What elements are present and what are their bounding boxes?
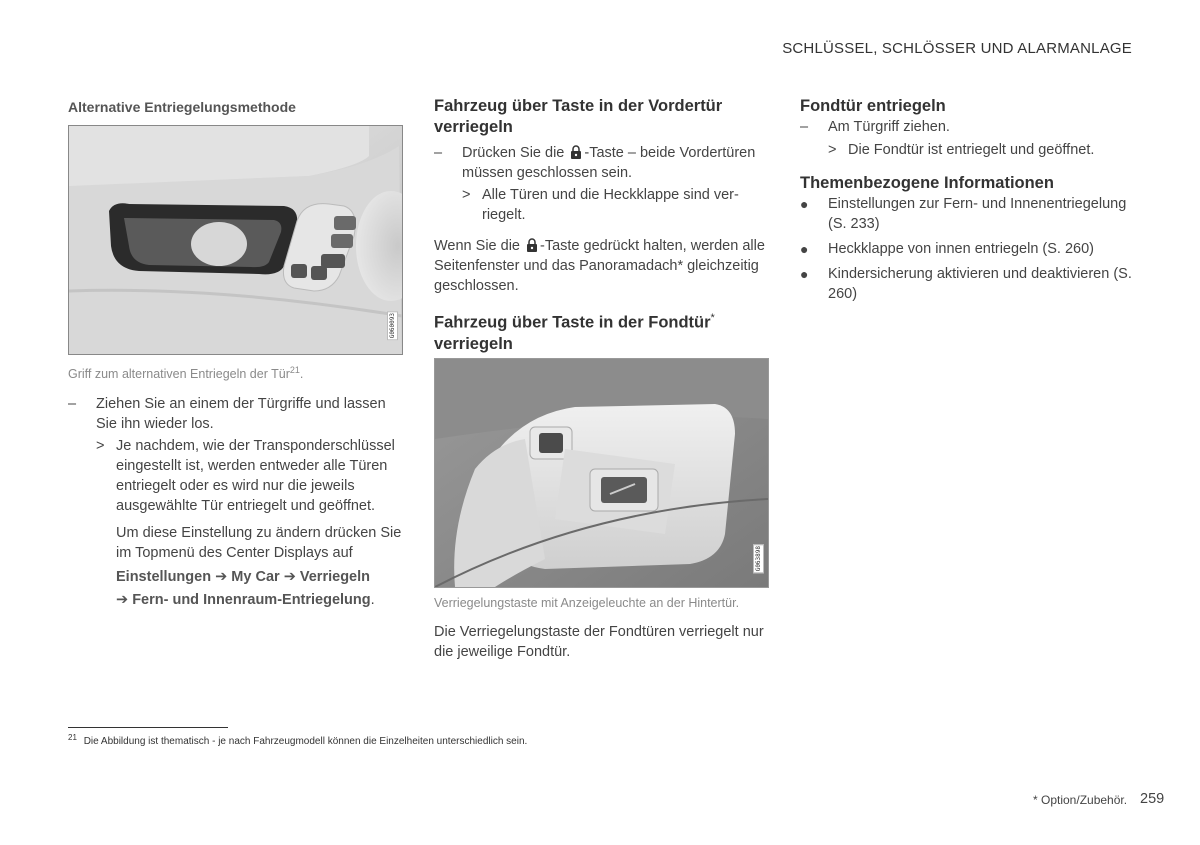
arrow-icon: ➔ xyxy=(116,592,129,609)
door-handle-figure xyxy=(68,125,403,355)
info-paragraph: Wenn Sie die -Taste gedrückt halten, werden alle Seitenfenster und das Panoramadach* gleichzeitig geschlossen. xyxy=(434,238,765,294)
info-paragraph: Die Verriegelungstaste der Fondtüren verriegelt nur die jeweilige Fondtür. xyxy=(434,623,764,660)
footnote-ref: 21 xyxy=(289,365,300,375)
footnote-divider xyxy=(68,727,228,728)
instruction-step: – Am Türgriff ziehen. xyxy=(800,117,1135,137)
arrow-icon: ➔ xyxy=(215,569,228,586)
menu-item-remote-unlock: Fern- und Innenraum-Entriegelung xyxy=(132,592,371,609)
page-number: 259 xyxy=(1140,791,1165,807)
column-middle xyxy=(434,96,769,662)
footnote-text: Die Abbildung ist thematisch - je nach Fahrzeugmodell können die Einzelheiten unterschiedlich sein. xyxy=(83,736,528,748)
figure-code: G063898 xyxy=(755,545,762,571)
lock-icon xyxy=(570,145,582,159)
rear-door-button-illustration xyxy=(435,359,768,587)
section-heading: Themenbezogene Informationen xyxy=(800,174,1054,192)
instruction-result: > Alle Türen und die Heckklappe sind verriegelt. xyxy=(462,187,739,223)
section-heading: Fahrzeug über Taste in der Fondtür* verriegeln xyxy=(434,312,715,353)
arrow-icon: ➔ xyxy=(283,569,296,586)
menu-path: Einstellungen ➔ My Car ➔ Verriegeln ➔ Fern- und Innenraum-Entriegelung. xyxy=(116,569,375,609)
column-right xyxy=(800,96,1135,304)
section-heading: Alternative Entriegelungsmethode xyxy=(68,99,296,115)
instruction-step: – Ziehen Sie an einem der Türgriffe und lassen Sie ihn wieder los. xyxy=(68,394,403,434)
footnote xyxy=(68,733,527,747)
figure-caption: Verriegelungstaste mit Anzeigeleuchte an der Hintertür. xyxy=(434,595,740,610)
instruction-result: > Je nachdem, wie der Transponderschlüssel eingestellt ist, werden entweder alle Türen entriegelt oder es wird nur die jeweils ausgewählte Tür entriegelt und geöffnet. xyxy=(96,438,395,515)
section-heading: Fahrzeug über Taste in der Vordertür verriegeln xyxy=(434,97,723,136)
bullet-icon: ● xyxy=(800,266,809,282)
figure-code: G060093 xyxy=(389,313,396,339)
instruction-result: > Die Fondtür ist entriegelt und geöffnet. xyxy=(828,142,1095,158)
menu-item-lock: Verriegeln xyxy=(299,569,370,586)
option-note: * Option/Zubehör. xyxy=(1033,793,1128,807)
door-handle-illustration xyxy=(69,126,402,354)
lock-icon xyxy=(526,238,538,252)
running-header: SCHLÜSSEL, SCHLÖSSER UND ALARMANLAGE xyxy=(782,40,1132,57)
bullet-icon: ● xyxy=(800,241,809,257)
related-link[interactable]: ● Kindersicherung aktivieren und deaktivieren (S. 260) xyxy=(800,266,1132,302)
figure-caption: Griff zum alternativen Entriegeln der Tür$^{21}$. xyxy=(68,365,304,382)
rear-door-button-figure xyxy=(434,358,769,588)
column-left xyxy=(68,96,403,612)
bullet-icon: ● xyxy=(800,196,809,212)
menu-item-settings: Einstellungen xyxy=(116,569,212,586)
footnote-number: 21 xyxy=(68,733,77,742)
related-link[interactable]: ● Einstellungen zur Fern- und Innenentriegelung (S. 233) xyxy=(800,196,1127,232)
related-link[interactable]: ● Heckklappe von innen entriegeln (S. 260) xyxy=(800,241,1094,257)
settings-paragraph: Um diese Einstellung zu ändern drücken Sie im Topmenü des Center Displays auf xyxy=(116,525,402,562)
instruction-step: – Drücken Sie die -Taste – beide Vordertüren müssen geschlossen sein. xyxy=(434,143,769,183)
menu-item-mycar: My Car xyxy=(231,569,280,586)
section-heading: Fondtür entriegeln xyxy=(800,97,946,115)
